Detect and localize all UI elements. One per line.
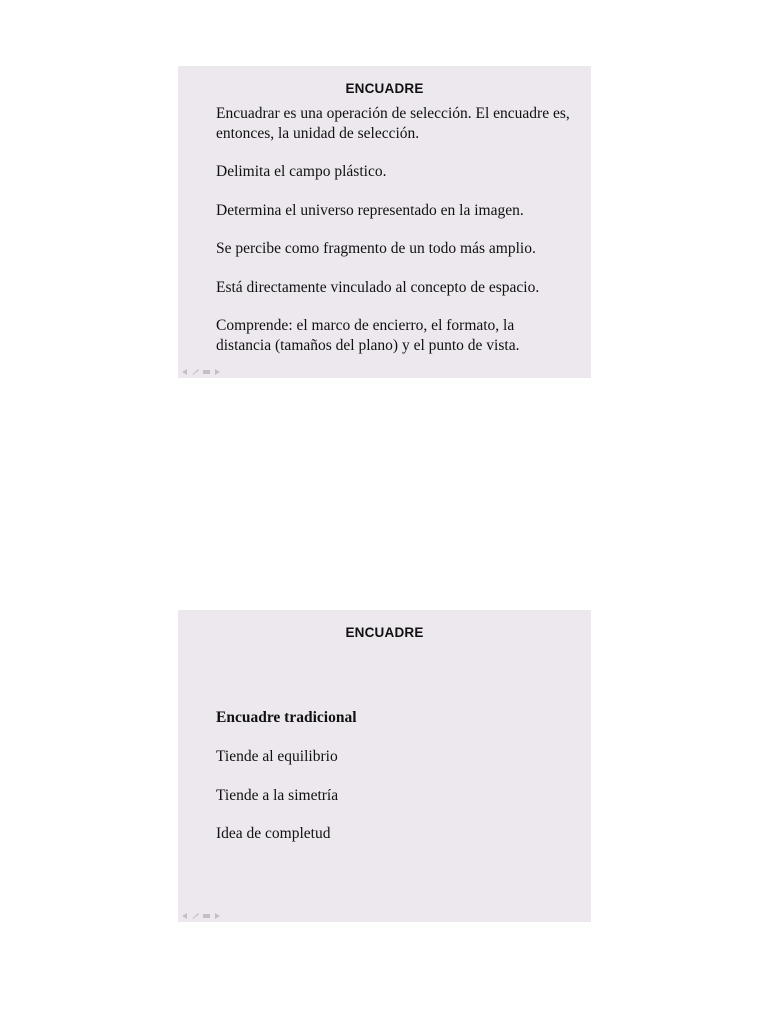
slide-paragraph: Tiende al equilibrio <box>216 748 338 765</box>
slide-title: ENCUADRE <box>345 81 424 96</box>
next-slide-icon[interactable] <box>214 369 221 375</box>
pen-icon[interactable] <box>192 369 199 375</box>
slide-paragraph: Delimita el campo plástico. <box>216 163 387 180</box>
next-slide-icon[interactable] <box>214 913 221 919</box>
previous-slide-icon[interactable] <box>181 369 188 375</box>
slide-paragraph: Tiende a la simetría <box>216 787 339 804</box>
slide-nav-controls <box>181 913 221 919</box>
slide-paragraph: Encuadrar es una operación de selección. El encuadre es, entonces, la unidad de selección. <box>216 105 570 142</box>
slide-2 <box>178 610 591 922</box>
slide-paragraph: Comprende: el marco de encierro, el formato, la distancia (tamaños del plano) y el punto de vista. <box>216 317 520 354</box>
slide-paragraph: Idea de completud <box>216 825 331 842</box>
previous-slide-icon[interactable] <box>181 913 188 919</box>
slide-nav-controls <box>181 369 221 375</box>
slide-1 <box>178 66 591 378</box>
slide-paragraph: Está directamente vinculado al concepto de espacio. <box>216 279 540 296</box>
slide-title: ENCUADRE <box>345 625 424 640</box>
slide-paragraph: Se percibe como fragmento de un todo más amplio. <box>216 240 536 257</box>
slide-menu-icon[interactable] <box>203 913 210 919</box>
slide-paragraph: Determina el universo representado en la imagen. <box>216 202 524 219</box>
pen-icon[interactable] <box>192 913 199 919</box>
slide-subheading: Encuadre tradicional <box>216 709 357 726</box>
slide-menu-icon[interactable] <box>203 369 210 375</box>
